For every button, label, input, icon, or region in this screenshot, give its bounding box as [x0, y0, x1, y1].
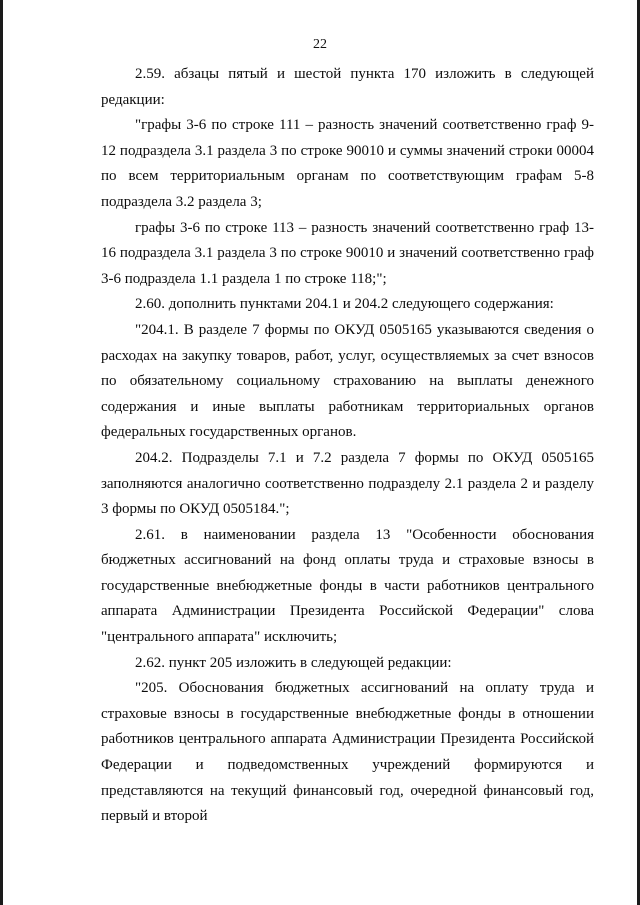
paragraph-204-2: 204.2. Подразделы 7.1 и 7.2 раздела 7 формы по ОКУД 0505165 заполняются аналогично соответственно подразделу 2.1 раздела 2 и разделу 3 формы по ОКУД 0505184.";	[101, 449, 594, 518]
paragraph-2-60: 2.60. дополнить пунктами 204.1 и 204.2 следующего содержания:	[135, 296, 554, 313]
page-number: 22	[313, 37, 327, 52]
paragraph-2-61: 2.61. в наименовании раздела 13 "Особенности обоснования бюджетных ассигнований на фонд оплаты труда и страховые взносы в государственные внебюджетные фонды в части работников центрального аппарата Администрации Президента Российской Федерации" слова "центрального аппарата" исключить;	[101, 526, 594, 646]
paragraph-205: "205. Обоснования бюджетных ассигнований на оплату труда и страховые взносы в государственные внебюджетные фонды в отношении работников центрального аппарата Администрации Президента Российской Федерации и подведомственных учреждений формируются и представляются на текущий финансовый год, очередной финансовый год, первый и второй	[101, 680, 594, 825]
paragraph-204-1: "204.1. В разделе 7 формы по ОКУД 0505165 указываются сведения о расходах на закупку товаров, работ, услуг, осуществляемых за счет взносов по обязательному социальному страхованию на выплаты денежного содержания и иные выплаты работникам территориальных органов федеральных государственных органов.	[101, 321, 594, 441]
paragraph-2-59: 2.59. абзацы пятый и шестой пункта 170 изложить в следующей редакции:	[101, 66, 594, 108]
paragraph-quote-rows-113: графы 3-6 по строке 113 – разность значений соответственно граф 13-16 подраздела 3.1 раздела 3 по строке 90010 и значений соответственно граф 3-6 подраздела 1.1 раздела 1 по строке 118;";	[101, 219, 594, 287]
paragraph-2-62: 2.62. пункт 205 изложить в следующей редакции:	[135, 654, 452, 671]
paragraph-quote-rows-111: "графы 3-6 по строке 111 – разность значений соответственно граф 9-12 подраздела 3.1 раздела 3 по строке 90010 и суммы значений строки 00004 по всем территориальным органам по соответствующим графам 5-8 подраздела 3.2 раздела 3;	[101, 117, 594, 210]
document-body	[101, 62, 594, 830]
